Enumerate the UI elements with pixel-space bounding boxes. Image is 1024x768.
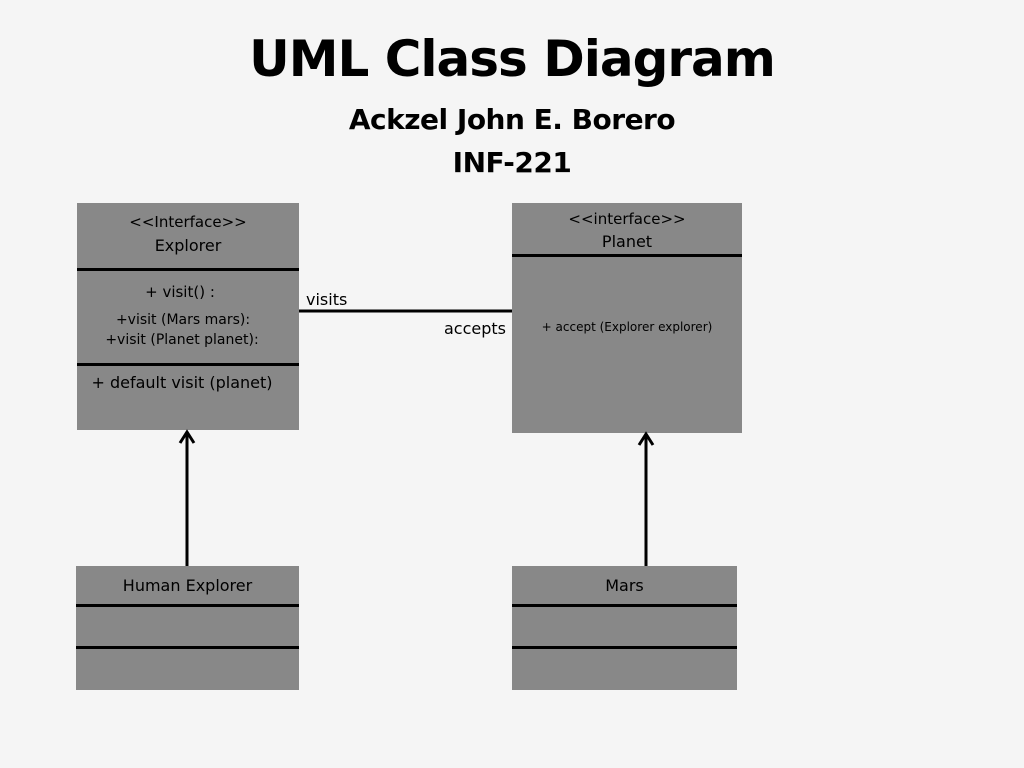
explorer-method-visit-planet: +visit (Planet planet):	[105, 332, 259, 348]
mars-class-name: Mars	[605, 576, 644, 595]
explorer-method-visit-mars: +visit (Mars mars):	[115, 312, 251, 328]
explorer-method-default: + default visit (planet)	[91, 373, 273, 392]
explorer-method-visit: + visit() :	[145, 283, 215, 301]
planet-stereotype: <<interface>>	[568, 210, 686, 228]
explorer-stereotype: <<Interface>>	[129, 213, 247, 231]
human-explorer-class-name: Human Explorer	[122, 576, 253, 595]
diagram-title: UML Class Diagram	[249, 30, 775, 88]
visits-label: visits	[306, 290, 348, 309]
course-code: INF-221	[452, 146, 572, 179]
planet-class-name: Planet	[601, 232, 653, 251]
author-name: Ackzel John E. Borero	[348, 103, 676, 136]
explorer-class-name: Explorer	[154, 236, 222, 255]
planet-method-accept: + accept (Explorer explorer)	[541, 320, 713, 334]
accepts-label: accepts	[444, 319, 507, 338]
